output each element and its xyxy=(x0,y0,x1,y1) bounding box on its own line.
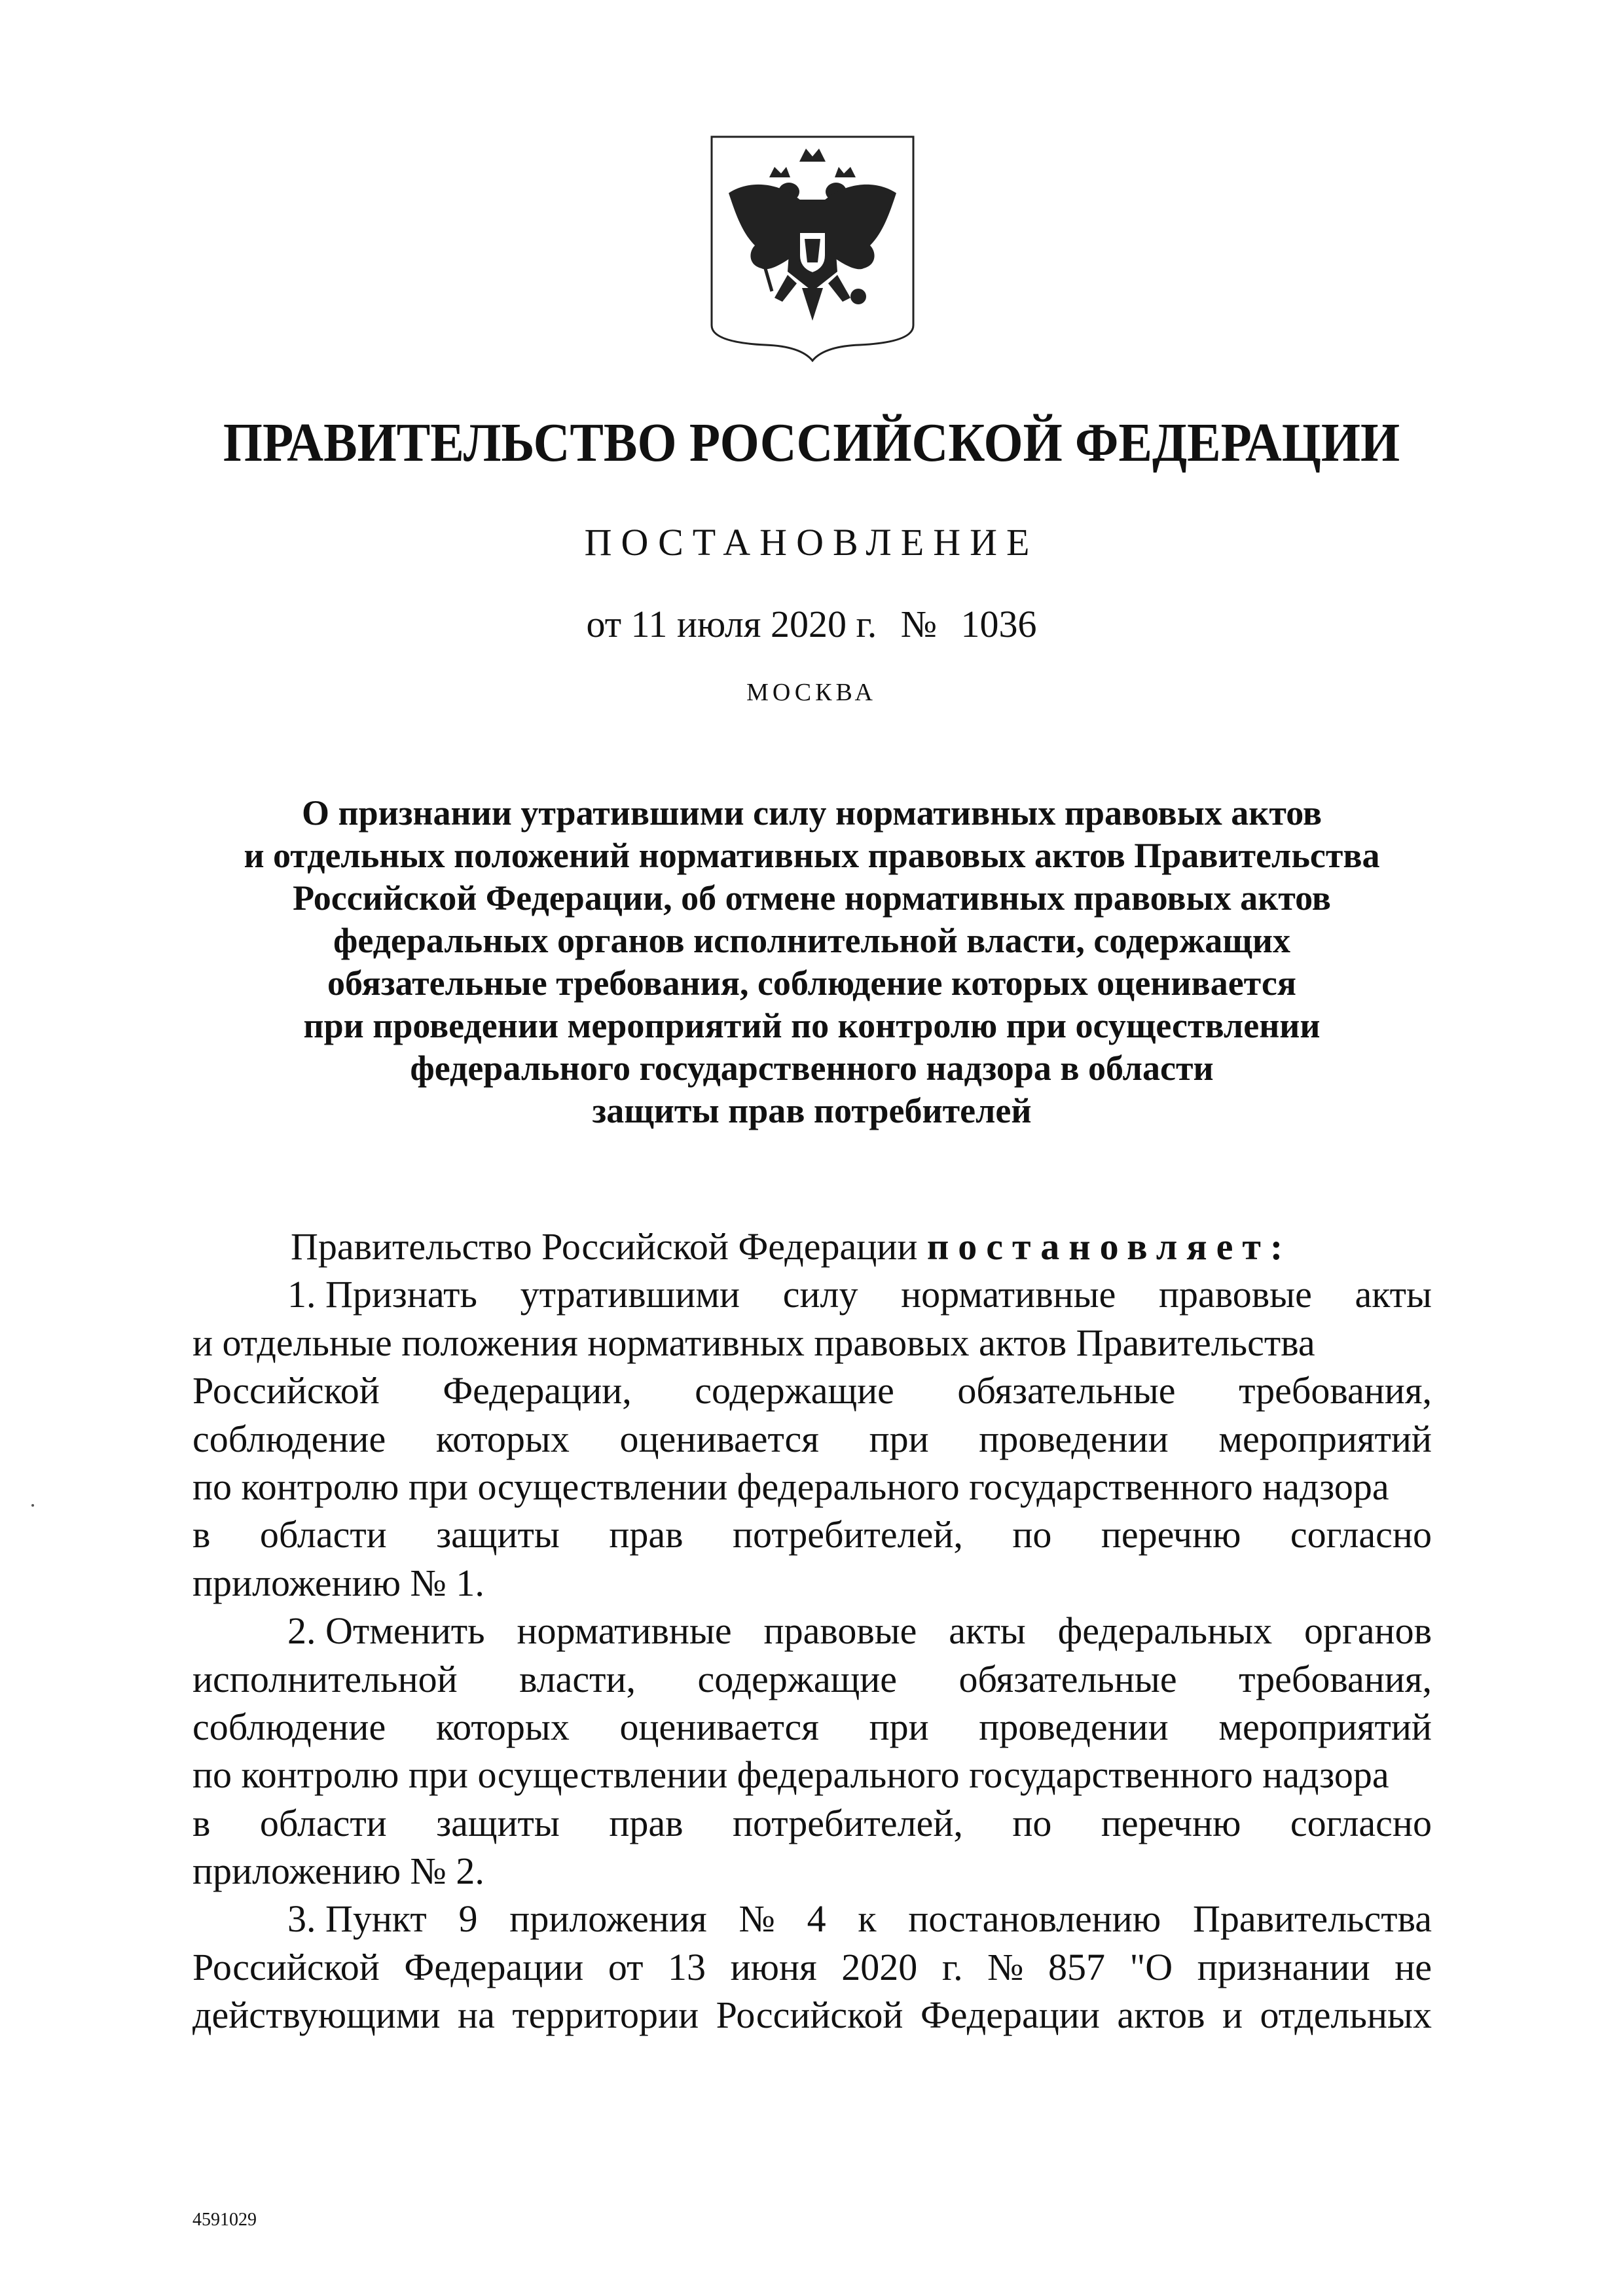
word: Российской xyxy=(192,1369,380,1412)
word: 3. Пункт xyxy=(287,1897,427,1941)
word: содержащие xyxy=(697,1657,898,1700)
word: при xyxy=(869,1705,929,1748)
word: нормативные xyxy=(901,1273,1116,1316)
decree-word: постановляет: xyxy=(926,1225,1292,1268)
document-subject xyxy=(170,792,1453,1132)
word: не xyxy=(1395,1945,1432,1988)
word: по xyxy=(1012,1801,1052,1844)
word: постановлению xyxy=(908,1897,1161,1941)
word: перечню xyxy=(1101,1513,1241,1556)
date-number-line xyxy=(0,602,1623,646)
word: согласно xyxy=(1290,1513,1432,1556)
word: мероприятий xyxy=(1218,1705,1432,1748)
word: исполнительной xyxy=(192,1657,458,1700)
word: соблюдение xyxy=(192,1705,386,1748)
body-line xyxy=(192,1703,1432,1751)
subject-line: и отдельных положений нормативных правовых актов Правительства xyxy=(244,836,1380,875)
word: 4 xyxy=(807,1897,826,1941)
word: 2. Отменить xyxy=(287,1609,485,1653)
subject-line: федеральных органов исполнительной власти, содержащих xyxy=(333,921,1291,960)
word: потребителей, xyxy=(732,1801,963,1844)
subject-line: при проведении мероприятий по контролю при осуществлении xyxy=(303,1006,1321,1045)
word: "О xyxy=(1129,1945,1173,1988)
document-type: ПОСТАНОВЛЕНИЕ xyxy=(584,521,1039,564)
word: проведении xyxy=(979,1705,1169,1748)
word: обязательные xyxy=(958,1657,1177,1700)
word: перечню xyxy=(1101,1801,1241,1844)
word: на xyxy=(458,1994,495,2037)
word: правовые xyxy=(763,1609,917,1653)
word: акты xyxy=(949,1609,1026,1653)
subject-line: федерального государственного надзора в области xyxy=(410,1049,1214,1088)
scan-speck xyxy=(31,1504,34,1507)
word: и xyxy=(1222,1994,1243,2037)
word: мероприятий xyxy=(1218,1417,1432,1460)
word: согласно xyxy=(1290,1801,1432,1844)
word: Федерации, xyxy=(443,1369,632,1412)
word: соблюдение xyxy=(192,1417,386,1460)
preamble-line xyxy=(192,1223,1432,1270)
word: актов xyxy=(1117,1994,1205,2037)
document-body xyxy=(192,1223,1432,2039)
word: оценивается xyxy=(619,1705,819,1748)
word: защиты xyxy=(436,1513,560,1556)
document-date: 11 июля 2020 г. xyxy=(630,603,877,645)
body-line xyxy=(192,1655,1432,1703)
word: органов xyxy=(1304,1609,1432,1653)
word: силу xyxy=(782,1273,858,1316)
body-line xyxy=(192,1799,1432,1847)
coat-of-arms-emblem xyxy=(709,134,916,363)
word: которых xyxy=(435,1705,570,1748)
word: прав xyxy=(609,1513,684,1556)
word: которых xyxy=(435,1417,570,1460)
word: 1. Признать xyxy=(287,1273,477,1316)
city: МОСКВА xyxy=(746,679,877,706)
word: требования, xyxy=(1239,1657,1432,1700)
word: федеральных xyxy=(1057,1609,1273,1653)
word: приложения xyxy=(509,1897,707,1941)
body-line: приложению № 2. xyxy=(192,1850,484,1893)
document-code: 4591029 xyxy=(192,2210,257,2230)
subject-line: защиты прав потребителей xyxy=(592,1091,1032,1130)
body-line: приложению № 1. xyxy=(192,1561,484,1604)
preamble: Правительство Российской Федерации xyxy=(291,1225,918,1268)
word: 9 xyxy=(458,1897,478,1941)
word: Российской xyxy=(716,1994,903,2037)
word: 857 xyxy=(1048,1945,1106,1988)
word: утратившими xyxy=(520,1273,740,1316)
word: власти, xyxy=(519,1657,636,1700)
body-line xyxy=(192,1270,1432,1318)
body-line xyxy=(192,1367,1432,1414)
word: акты xyxy=(1355,1273,1432,1316)
body-line xyxy=(192,1943,1432,1991)
body-line xyxy=(192,1415,1432,1463)
body-line: и отдельные положения нормативных правовых актов Правительства xyxy=(192,1321,1315,1364)
word: действующими xyxy=(192,1994,441,2037)
number-sign: № xyxy=(900,603,938,645)
word: Федерации xyxy=(404,1945,584,1988)
word: обязательные xyxy=(957,1369,1176,1412)
word: Федерации xyxy=(920,1994,1100,2037)
body-line xyxy=(192,1895,1432,1943)
word: прав xyxy=(609,1801,684,1844)
word: отдельных xyxy=(1260,1994,1432,2037)
word: оценивается xyxy=(619,1417,819,1460)
subject-line: Российской Федерации, об отмене нормативных правовых актов xyxy=(293,878,1331,918)
word: при xyxy=(869,1417,929,1460)
word: признании xyxy=(1197,1945,1370,1988)
word: требования, xyxy=(1239,1369,1432,1412)
body-line xyxy=(192,1991,1432,2039)
word: содержащие xyxy=(695,1369,894,1412)
word: Российской xyxy=(192,1945,380,1988)
body-line xyxy=(192,1607,1432,1655)
word: от xyxy=(608,1945,644,1988)
word: 13 xyxy=(668,1945,706,1988)
date-prefix: от xyxy=(586,603,622,645)
word: правовые xyxy=(1158,1273,1312,1316)
subject-line: О признании утратившими силу нормативных правовых актов xyxy=(301,793,1322,833)
word: в xyxy=(192,1801,211,1844)
word: к xyxy=(858,1897,877,1941)
word: № xyxy=(987,1945,1024,1988)
word: в xyxy=(192,1513,211,1556)
subject-line: обязательные требования, соблюдение которых оценивается xyxy=(327,963,1297,1003)
word: потребителей, xyxy=(732,1513,963,1556)
body-line xyxy=(192,1511,1432,1558)
word: г. xyxy=(941,1945,963,1988)
word: 2020 xyxy=(841,1945,918,1988)
word: области xyxy=(259,1801,387,1844)
word: по xyxy=(1012,1513,1052,1556)
body-line: по контролю при осуществлении федерального государственного надзора xyxy=(192,1753,1389,1797)
issuer-title: ПРАВИТЕЛЬСТВО РОССИЙСКОЙ ФЕДЕРАЦИИ xyxy=(223,412,1400,473)
word: Правительства xyxy=(1192,1897,1432,1941)
body-line: по контролю при осуществлении федерального государственного надзора xyxy=(192,1465,1389,1508)
word: территории xyxy=(512,1994,699,2037)
document-number: 1036 xyxy=(960,603,1037,645)
word: № xyxy=(739,1897,775,1941)
word: защиты xyxy=(436,1801,560,1844)
word: июня xyxy=(730,1945,817,1988)
word: нормативные xyxy=(517,1609,732,1653)
word: проведении xyxy=(979,1417,1169,1460)
word: области xyxy=(259,1513,387,1556)
